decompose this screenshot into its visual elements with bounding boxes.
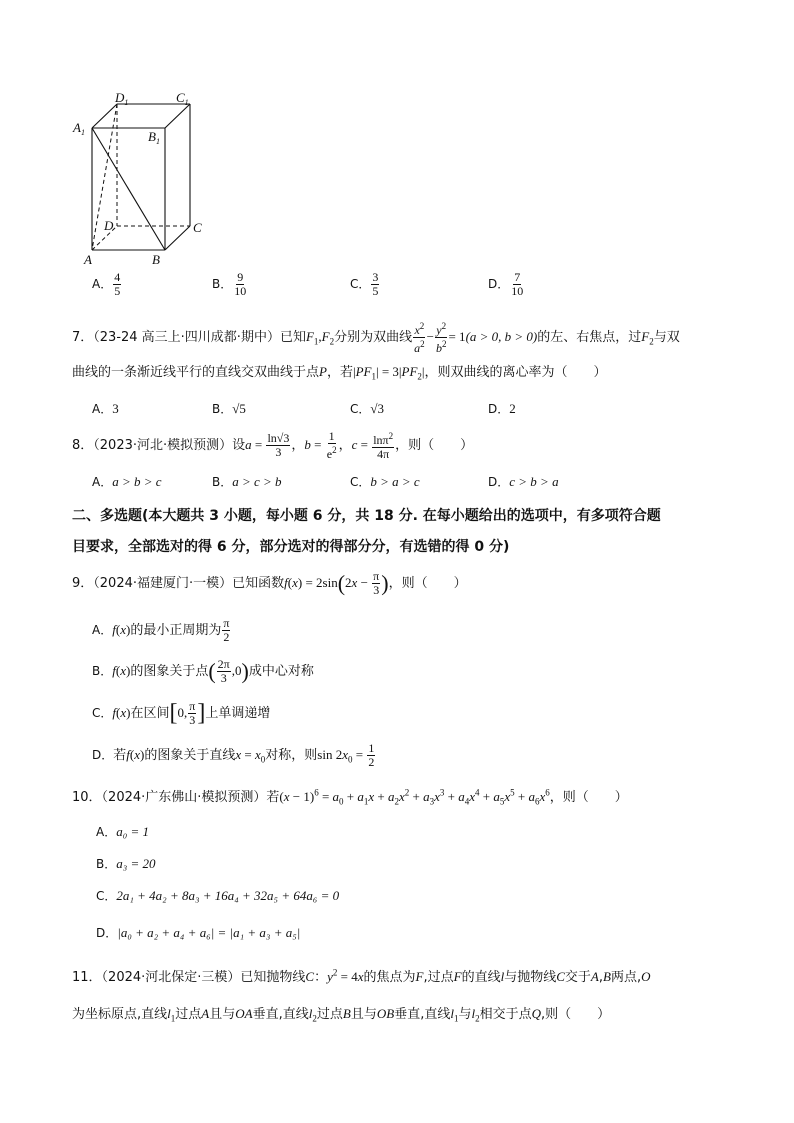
q8-stem: 8．（2023·河北·模拟预测）设a = $\frac{\ln√3}{3}$ ，b = $\frac{1}{e^2}$ ，c = $\frac{\ln\pi^2}{4\pi}$ ，则（ ） — [72, 429, 474, 461]
q9-option-a: A．f(x)的最小正周期为 $\frac{\pi}{2}$ — [92, 616, 230, 644]
q10-option-b: B．a₃ = 20 — [96, 856, 156, 871]
label-b1: $B_1$ — [148, 129, 160, 146]
q6-option-d: D． $\frac{7}{10}$ — [488, 270, 524, 298]
q7-option-a: A．3 — [92, 401, 119, 416]
q8-option-c: C．b > a > c — [350, 474, 420, 489]
label-d: D — [104, 218, 114, 233]
q7-option-d: D．2 — [488, 401, 516, 416]
label-d1: $D_1$ — [115, 90, 129, 107]
q6-option-c: C． $\frac{3}{5}$ — [350, 270, 379, 298]
q10-option-a: A．a₀ = 1 — [96, 824, 150, 839]
label-a1: $A_1$ — [73, 120, 85, 137]
section-heading-line1: 二、多选题(本大题共 3 小题，每小题 6 分，共 18 分. 在每小题给出的选项中，有多项符合题 — [72, 508, 661, 524]
q11-stem-line2: 为坐标原点,直线$l_1$过点A且与OA垂直,直线$l_2$过点B且与OB垂直,直线$l_1$与$l_2$相交于点Q,则（ ） — [72, 1006, 611, 1024]
q10-option-d: D．|a₀ + a₂ + a₄ + a₆| = |a₁ + a₃ + a₅| — [96, 925, 301, 940]
q8-option-b: B．a > c > b — [212, 474, 282, 489]
q8-option-a: A．a > b > c — [92, 474, 162, 489]
prism-figure — [68, 90, 218, 270]
label-c: C — [193, 220, 202, 235]
q9-option-d: D．若f(x)的图象关于直线$x = x_0$对称，则$\sin 2x_0$ = $\frac{1}{2}$ — [92, 741, 375, 769]
label-b: B — [152, 252, 160, 267]
q6-option-a: A． $\frac{4}{5}$ — [92, 270, 121, 298]
q11-stem-line1: 11．（2024·河北保定·三模）已知抛物线C：$y^2 = 4x$的焦点为F,过点F的直线l与抛物线C交于A,B两点,O — [72, 967, 651, 985]
q6-option-b: B． $\frac{9}{10}$ — [212, 270, 247, 298]
label-a: A — [84, 252, 92, 267]
q9-stem: 9．（2024·福建厦门·一模）已知函数f(x) = 2sin(2x − $\frac{\pi}{3}$ )，则（ ） — [72, 569, 467, 597]
q7-option-b: B．√5 — [212, 401, 246, 416]
q9-option-b: B．f(x)的图象关于点( $\frac{2\pi}{3}$ ,0)成中心对称 — [92, 657, 314, 685]
q9-option-c: C．f(x)在区间[0, $\frac{\pi}{3}$ ]上单调递增 — [92, 699, 271, 727]
q10-option-c: C．2a₁ + 4a₂ + 8a₃ + 16a₄ + 32a₅ + 64a₆ = 0 — [96, 888, 340, 903]
q7-stem-line2: 曲线的一条渐近线平行的直线交双曲线于点P，若$|PF_1| = 3|PF_2|$，则双曲线的离心率为（ ） — [72, 364, 607, 382]
section-heading-line2: 目要求，全部选对的得 6 分，部分选对的得部分分，有选错的得 0 分) — [72, 539, 510, 555]
q7-option-c: C．√3 — [350, 401, 385, 416]
label-c1: $C_1$ — [176, 90, 189, 107]
q8-option-d: D．c > b > a — [488, 474, 559, 489]
q7-stem-line1: 7．（23-24 高三上·四川成都·期中）已知$F_1,F_2$分别为双曲线 $\frac{x^2}{a^2}$ − $\frac{y^2}{b^2}$ = 1(a > 0, b > 0)的左、右焦点，过$F_2$与双 — [72, 321, 680, 355]
q10-stem: 10．（2024·广东佛山·模拟预测）若$(x - 1)^6 = a_0 + a_1x + a_2x^2 + a_3x^3 + a_4x^4 + a_5x^5 + a_6x^6$，则（ ） — [72, 787, 628, 807]
